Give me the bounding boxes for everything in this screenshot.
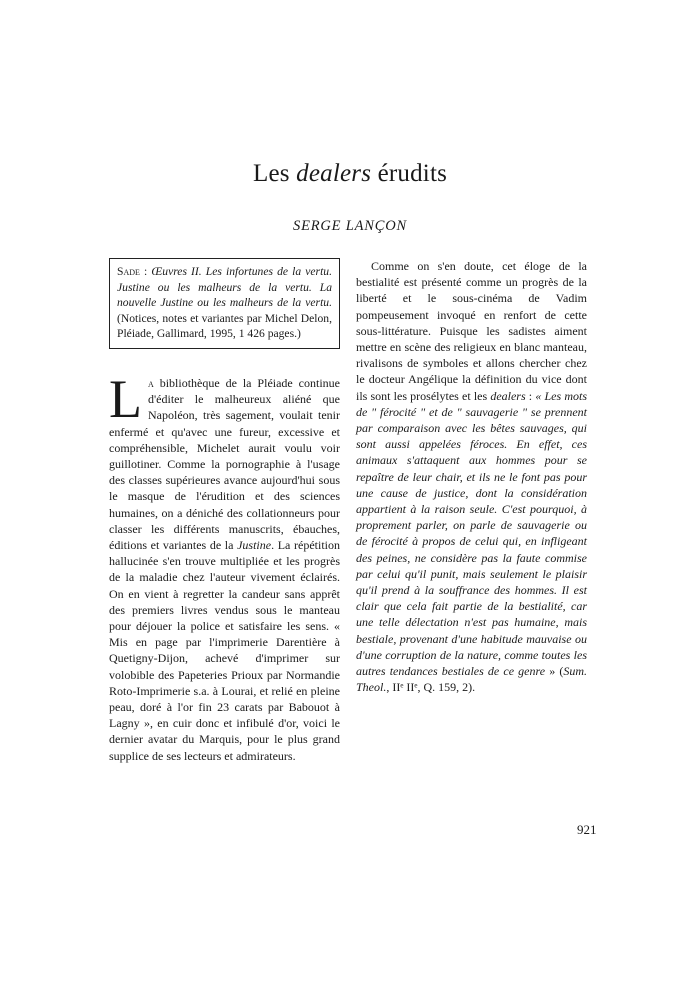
bibliography-work-title: Œuvres II. Les infortunes de la vertu. Justine ou les malheurs de la vertu. La nouvelle Justine ou les malheurs de la vertu. [117, 265, 332, 310]
page-number: 921 [577, 822, 597, 837]
p2-italic-sum-theol: Sum. Theol. [356, 664, 587, 695]
p2-text-d: , IIᵉ IIᵉ, Q. 159, 2). [386, 680, 476, 695]
lead-letter: a [148, 375, 154, 390]
paragraph-1 [109, 368, 340, 764]
p1-text-a: bibliothèque de la Pléiade continue d'éditer le malheureux aliéné que Napoléon, très sagement, voulait tenir enfermé et qu'avec une fureur, excessive et compréhensible, Michelet aurait voulu voir guillotiner. Comme la pornographie à l'usage des classes supérieures avance aujourd'hui sous le masque de l'érudition et des sciences humaines, on a déniché des collationneurs pour classer les différents manuscrits, ébauches, éditions et variantes de la [109, 375, 340, 552]
bibliography-box [109, 258, 340, 349]
title-post: érudits [371, 160, 448, 187]
p2-text-a: Comme on s'en doute, cet éloge de la bestialité est présenté comme un progrès de la liberté et le sous-cinéma de Vadim pompeusement invoqué en renfort de cette sous-littérature. Puisque les sadistes aiment mettre en scène des religieux en blanc manteau, rivalisons de symboles et allons chercher chez le docteur Angélique la définition du vice dont ils sont les prosélytes et les [356, 259, 587, 403]
dropcap-letter: L [109, 368, 142, 429]
p2-text-c: » ( [545, 664, 564, 679]
title-italic: dealers [296, 160, 372, 187]
bibliography-details: (Notices, notes et variantes par Michel Delon, Pléiade, Gallimard, 1995, 1 426 pages.) [117, 311, 332, 341]
p1-text-b: . La répétition hallucinée s'en trouve multipliée et les progrès de la maladie chez l'auteur vivement éclairés. On en vient à regretter la candeur sans apprêt des premiers livres vendus sous le manteau pour déjouer la police et satisfaire les sens. « Mis en page par l'imprimerie Darentière à Quetigny-Dijon, achevé d'imprimer sur volobible des Papeteries Prioux par Normandie Roto-Imprimerie s.a. à Lourai, et relié en pleine peau, doré à l'or fin 23 carats par Babouot à Lagny », en cuir donc et infibulé d'or, voici le dernier avatar du Marquis, pour le plus grand supplice de ses lecteurs et admirateurs. [109, 538, 340, 763]
p1-italic-justine: Justine [237, 538, 272, 552]
title-pre: Les [252, 160, 297, 187]
article-author: SERGE LANÇON [293, 218, 407, 234]
article-title [0, 160, 700, 188]
paragraph-2 [356, 258, 587, 695]
p2-italic-quotation: « Les mots de " férocité " et de " sauvagerie " se prennent par comparaison avec les bêtes sauvages, qui sont aussi appelées féroces. En effet, ces animaux s'attaquent aux hommes pour se repaître de leur chair, et ils ne le font pas pour une cause de justice, dont la considération appartient à la raison seule. C'est pourquoi, à proprement parler, on parle de sauvagerie ou de férocité à propos de celui qui, en infligeant des peines, ne considère pas la faute commise par celui qu'il punit, mais seulement le plaisir qu'il prend à la souffrance des hommes. Il est clair que cela fait partie de la bestialité, car une telle délectation n'est pas humaine, mais bestiale, provenant d'une habitude mauvaise ou d'une corruption de la nature, comme toutes les autres tendances bestiales de ce genre [356, 388, 587, 679]
right-column [356, 258, 587, 695]
left-column [109, 258, 340, 764]
p2-italic-dealers: dealers [490, 388, 526, 403]
p2-text-b: : [525, 388, 536, 403]
bibliography-label: Sade [117, 265, 140, 278]
bibliography-separator: : [139, 265, 152, 278]
